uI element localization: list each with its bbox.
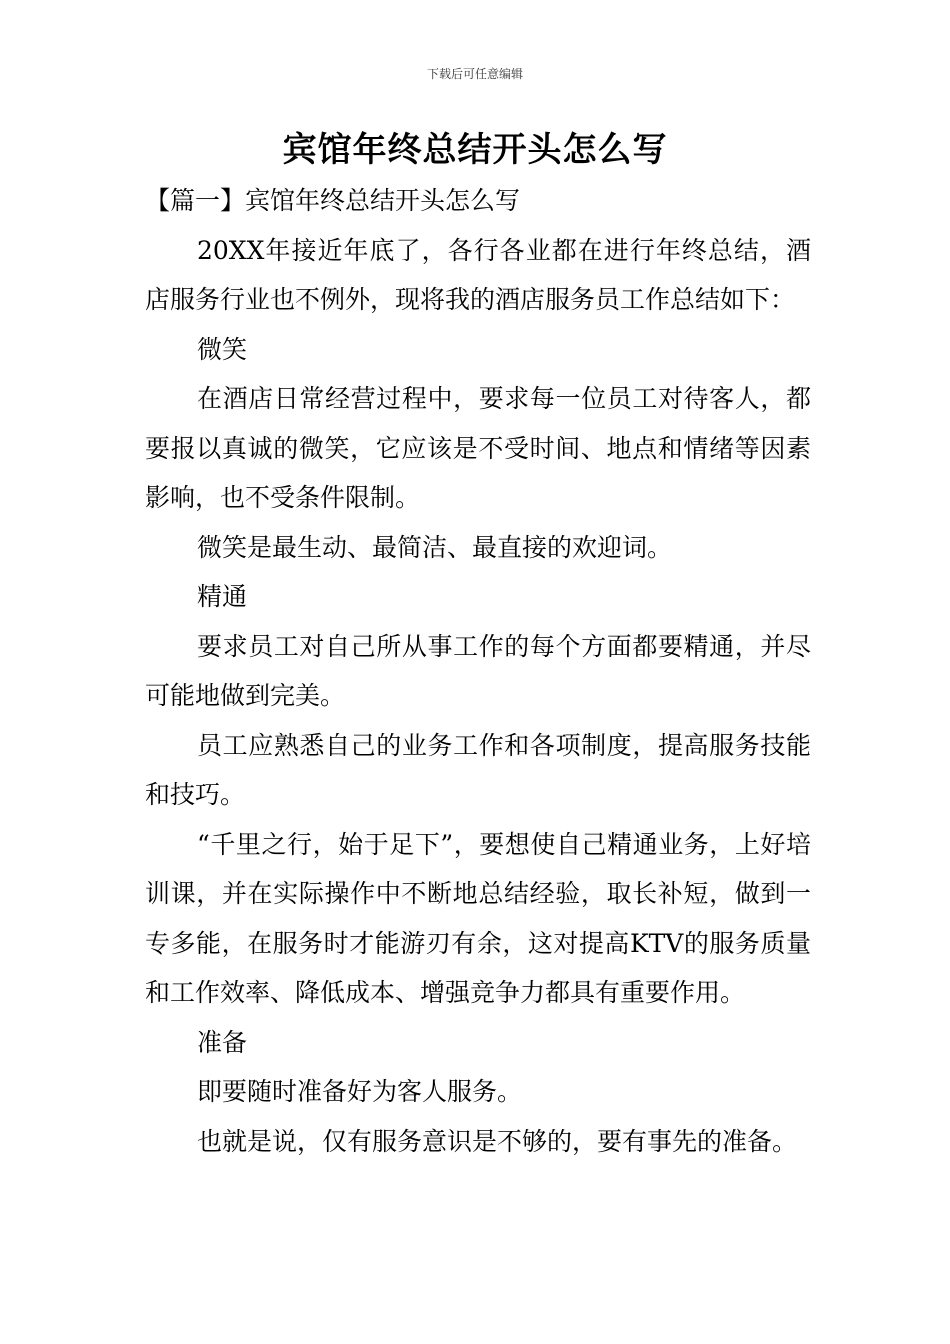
paragraph: 在酒店日常经营过程中，要求每一位员工对待客人，都要报以真诚的微笑，它应该是不受时间、地点和情绪等因素影响，也不受条件限制。 [145, 384, 811, 512]
page-header-note: 下载后可任意编辑 [426, 67, 523, 81]
paragraph: 也就是说，仅有服务意识是不够的，要有事先的准备。 [197, 1126, 798, 1156]
section-heading-prepare: 准备 [197, 1027, 248, 1057]
paragraph: 微笑是最生动、最简洁、最直接的欢迎词。 [197, 532, 673, 562]
paragraph: “千里之行，始于足下”，要想使自己精通业务，上好培训课，并在实际操作中不断地总结经验，取长补短，做到一专多能，在服务时才能游刃有余，这对提高KTV的服务质量和工作效率、降低成本、增强竞争力都具有重要作用。 [145, 829, 811, 1007]
paragraph: 员工应熟悉自己的业务工作和各项制度，提高服务技能和技巧。 [145, 730, 811, 809]
section-heading-smile: 微笑 [197, 334, 248, 364]
document-title: 宾馆年终总结开头怎么写 [282, 130, 668, 170]
section-subtitle: 【篇一】宾馆年终总结开头怎么写 [145, 186, 521, 215]
document-body [145, 176, 811, 1166]
paragraph: 要求员工对自己所从事工作的每个方面都要精通，并尽可能地做到完美。 [145, 631, 811, 710]
paragraph: 即要随时准备好为客人服务。 [197, 1077, 523, 1106]
intro-paragraph: 20XX年接近年底了，各行各业都在进行年终总结，酒店服务行业也不例外，现将我的酒店服务员工作总结如下： [145, 235, 811, 314]
section-heading-proficient: 精通 [197, 582, 248, 611]
